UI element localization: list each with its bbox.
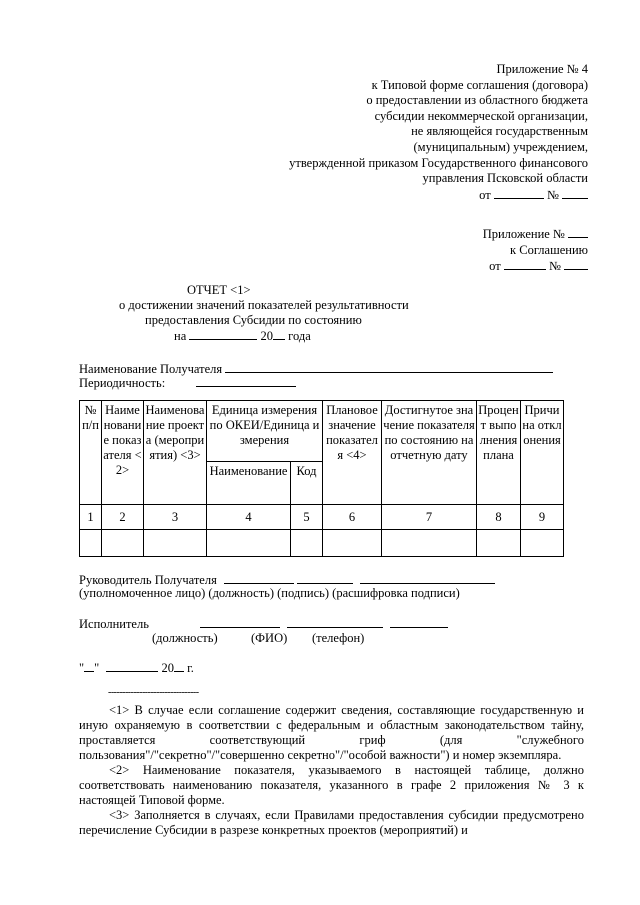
executor-phone-blank: [390, 616, 448, 628]
column-number: 6: [323, 505, 382, 530]
recipient-blank: [225, 361, 553, 373]
footnote-1: <1> В случае если соглашение содержит сведения, составляющие государственную и иную охраняемую в соответствии с федеральным и областным законодательством тайну, проставляется соответствующий гриф (для "служебного пользования"/"секретно"/"совершенно секретно"/"особой важности") и номер экземпляра.: [79, 703, 584, 762]
table-cell[interactable]: [477, 530, 521, 557]
table-cell[interactable]: [291, 530, 323, 557]
column-number: 7: [382, 505, 477, 530]
executor-position-blank: [200, 616, 280, 628]
appendix-date-line: от №: [289, 187, 588, 204]
position-blank: [224, 572, 294, 584]
appendix-line: о предоставлении из областного бюджета: [366, 93, 588, 108]
day-blank: [84, 660, 94, 672]
table-cell[interactable]: [521, 530, 564, 557]
month-blank: [106, 660, 158, 672]
date-blank: [494, 187, 544, 199]
column-number: 8: [477, 505, 521, 530]
appendix-line: Приложение № 4: [496, 62, 588, 76]
date-blank: [189, 328, 257, 340]
header-planned: Плановое значение показателя <4>: [323, 401, 382, 505]
head-signature-caption: (уполномоченное лицо) (должность) (подпись) (расшифровка подписи): [79, 586, 460, 600]
executor-name-blank: [287, 616, 383, 628]
table-cell[interactable]: [144, 530, 207, 557]
header-reason: Причина отклонения: [521, 401, 564, 505]
executor-caption-name: (ФИО): [251, 631, 288, 645]
header-unit-name: Наименование: [207, 462, 291, 505]
executor-line: Исполнитель: [79, 616, 448, 632]
appendix-line: управления Псковской области: [422, 171, 588, 186]
signature-blank: [297, 572, 353, 584]
footnote-separator: --------------------------------: [108, 687, 199, 698]
signature-date-line: " " 20 г.: [79, 661, 194, 675]
header-unit-code: Код: [291, 462, 323, 505]
table-header-row: [80, 401, 564, 462]
header-achieved: Достигнутое значение показателя по состоянию на отчетную дату: [382, 401, 477, 505]
report-date-line: на 20 года: [174, 329, 311, 343]
year-blank: [273, 328, 285, 340]
year-blank: [174, 660, 184, 672]
column-number: 9: [521, 505, 564, 530]
table-cell[interactable]: [207, 530, 291, 557]
report-title: ОТЧЕТ <1>: [187, 283, 251, 297]
report-subtitle: о достижении значений показателей результативности: [119, 298, 409, 312]
header-percent: Процент выполнения плана: [477, 401, 521, 505]
date-blank: [504, 258, 546, 270]
header-project: Наименование проекта (мероприятия) <3>: [144, 401, 207, 505]
appendix-line: к Типовой форме соглашения (договора): [371, 77, 588, 92]
footnote-2: <2> Наименование показателя, указываемого в настоящей таблице, должно соответствовать наименованию показателя, указанного в графе 2 приложения № 3 к настоящей Типовой форме.: [79, 763, 584, 807]
name-blank: [360, 572, 495, 584]
header-indicator: Наименование показателя <2>: [102, 401, 144, 505]
periodicity-blank: [196, 375, 296, 387]
table-number-row: [80, 505, 564, 530]
appendix-line: утвержденной приказом Государственного финансового: [289, 155, 588, 170]
report-table: [79, 400, 564, 557]
column-number: 3: [144, 505, 207, 530]
executor-caption-phone: (телефон): [312, 631, 365, 645]
column-number: 2: [102, 505, 144, 530]
header-unit: Единица измерения по ОКЕИ/Единица измерения: [207, 401, 323, 462]
executor-caption-position: (должность): [152, 631, 218, 645]
header-num: № п/п: [80, 401, 102, 505]
number-blank: [568, 226, 588, 238]
column-number: 4: [207, 505, 291, 530]
number-blank: [562, 187, 588, 199]
appendix-line: (муниципальным) учреждением,: [413, 139, 588, 154]
report-subtitle: предоставления Субсидии по состоянию: [145, 313, 362, 327]
footnote-3: <3> Заполняется в случаях, если Правилами предоставления субсидии предусмотрено перечисление Субсидии в разрезе конкретных проектов (мероприятий) и: [79, 808, 584, 837]
column-number: 5: [291, 505, 323, 530]
head-signature-line: Руководитель Получателя: [79, 572, 495, 588]
periodicity-line: Периодичность:: [79, 375, 296, 391]
appendix-line: субсидии некоммерческой организации,: [374, 108, 588, 123]
appendix-line: не являющейся государственным: [411, 124, 588, 139]
agreement-appendix: Приложение № к Соглашению от №: [482, 227, 588, 274]
table-cell[interactable]: [102, 530, 144, 557]
table-cell[interactable]: [323, 530, 382, 557]
appendix-header: [289, 62, 588, 203]
table-empty-row: [80, 530, 564, 557]
recipient-line: Наименование Получателя: [79, 361, 553, 377]
table-cell[interactable]: [382, 530, 477, 557]
footnotes: [79, 703, 584, 838]
column-number: 1: [80, 505, 102, 530]
number-blank: [564, 258, 588, 270]
table-cell[interactable]: [80, 530, 102, 557]
